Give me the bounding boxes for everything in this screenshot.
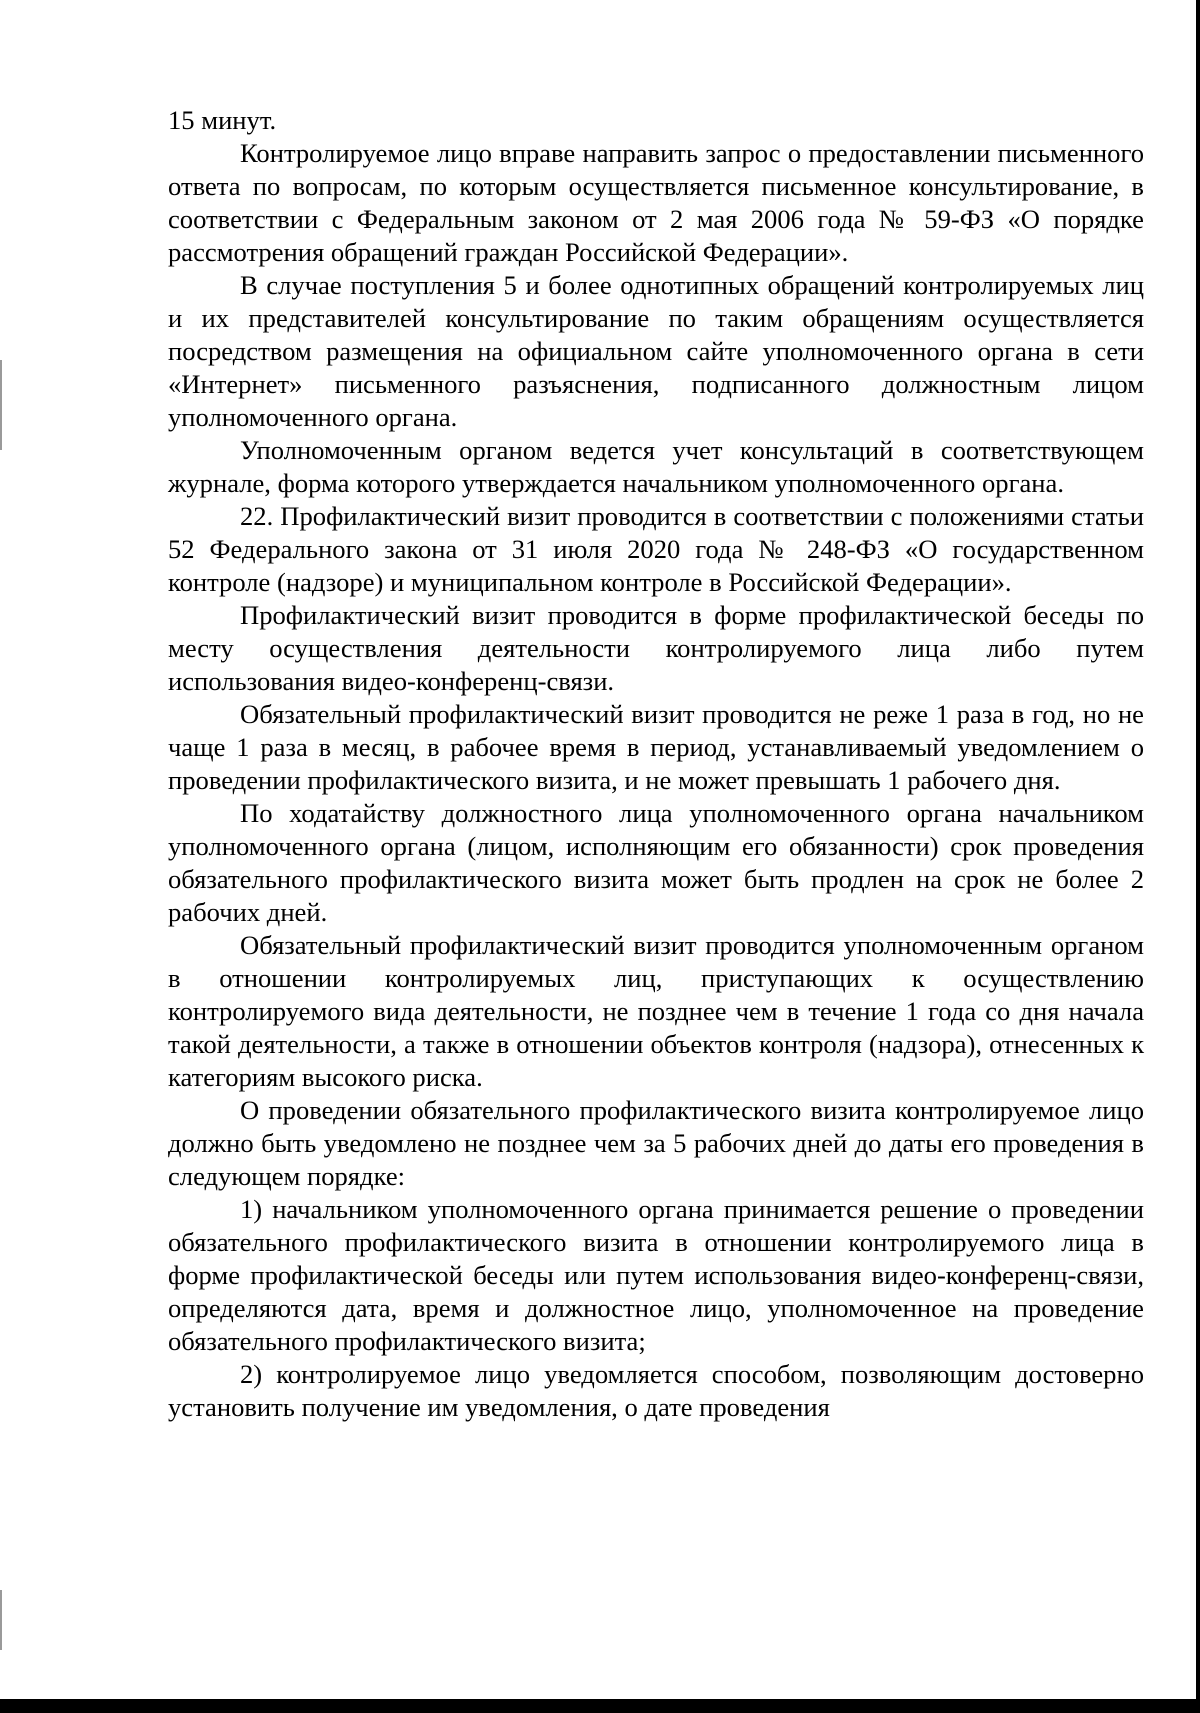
paragraph-written-request: Контролируемое лицо вправе направить запрос о предоставлении письменного ответа по вопросам, по которым осуществляется письменное консультирование, в соответствии с Федеральным законом от 2 мая 2006 года № 59-ФЗ «О порядке рассмотрения обращений граждан Российской Федерации». (168, 138, 1144, 267)
paragraph-continuation: 15 минут. (168, 105, 277, 135)
scan-right-border (1196, 0, 1200, 1713)
paragraph-visit-form: Профилактический визит проводится в форме профилактической беседы по месту осуществления деятельности контролируемого лица либо путем использования видео-конференц-связи. (168, 600, 1144, 696)
paragraph-item-22: 22. Профилактический визит проводится в соответствии с положениями статьи 52 Федерального закона от 31 июля 2020 года № 248-ФЗ «О государственном контроле (надзоре) и муниципальном контроле в Российской Федерации». (168, 501, 1144, 597)
list-item-2: 2) контролируемое лицо уведомляется способом, позволяющим достоверно установить получение им уведомления, о дате проведения (168, 1359, 1144, 1422)
scan-edge-mark (0, 1590, 2, 1650)
paragraph-mandatory-visit-subjects: Обязательный профилактический визит проводится уполномоченным органом в отношении контролируемых лиц, приступающих к осуществлению контролируемого вида деятельности, не позднее чем в течение 1 года со дня начала такой деятельности, а также в отношении объектов контроля (надзора), отнесенных к категориям высокого риска. (168, 930, 1144, 1092)
scan-edge-mark (0, 360, 2, 450)
scan-bottom-border (0, 1699, 1200, 1713)
paragraph-consultation-log: Уполномоченным органом ведется учет консультаций в соответствующем журнале, форма которого утверждается начальником уполномоченного органа. (168, 435, 1144, 498)
paragraph-mandatory-visit-frequency: Обязательный профилактический визит проводится не реже 1 раза в год, но не чаще 1 раза в месяц, в рабочее время в период, устанавливаемый уведомлением о проведении профилактического визита, и не может превышать 1 рабочего дня. (168, 699, 1144, 795)
paragraph-visit-extension: По ходатайству должностного лица уполномоченного органа начальником уполномоченного органа (лицом, исполняющим его обязанности) срок проведения обязательного профилактического визита может быть продлен на срок не более 2 рабочих дней. (168, 798, 1144, 927)
paragraph-notification-order: О проведении обязательного профилактического визита контролируемое лицо должно быть уведомлено не позднее чем за 5 рабочих дней до даты его проведения в следующем порядке: (168, 1095, 1144, 1191)
document-body (168, 104, 1144, 1424)
list-item-1: 1) начальником уполномоченного органа принимается решение о проведении обязательного профилактического визита в отношении контролируемого лица в форме профилактической беседы или путем использования видео-конференц-связи, определяются дата, время и должностное лицо, уполномоченное на проведение обязательного профилактического визита; (168, 1194, 1144, 1356)
paragraph-same-type-appeals: В случае поступления 5 и более однотипных обращений контролируемых лиц и их представителей консультирование по таким обращениям осуществляется посредством размещения на официальном сайте уполномоченного органа в сети «Интернет» письменного разъяснения, подписанного должностным лицом уполномоченного органа. (168, 270, 1144, 432)
